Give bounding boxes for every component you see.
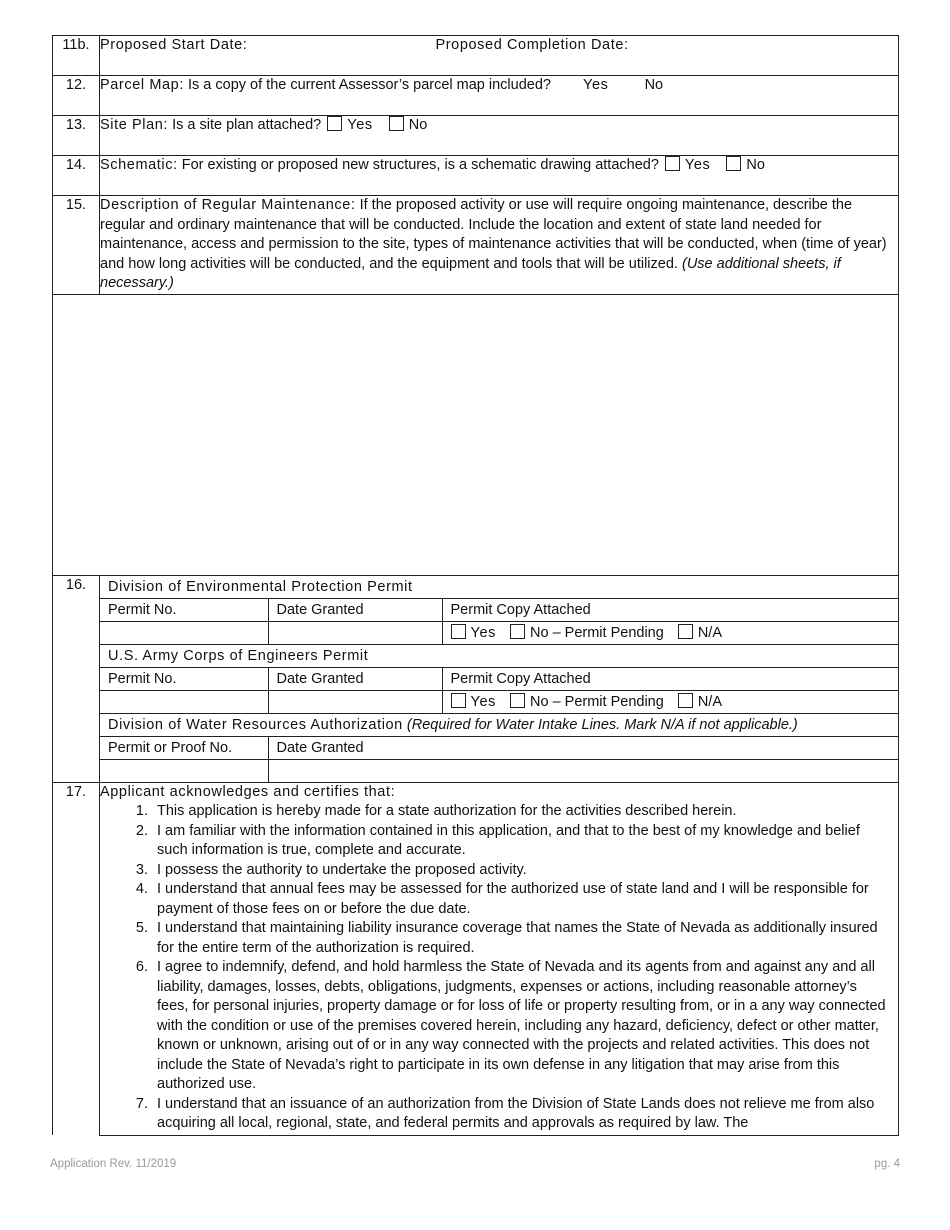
certification-item	[130, 958, 890, 1095]
certification-item-text: I understand that annual fees may be assessed for the authorized use of state land and I will be responsible for payment of those fees on or before the due date.	[157, 881, 869, 917]
row-12	[53, 76, 899, 116]
page-number: pg. 4	[874, 1158, 900, 1170]
permits-table	[100, 576, 898, 782]
site-plan-question: Is a site plan attached?	[172, 117, 322, 133]
certification-item	[130, 822, 890, 861]
certification-list	[100, 802, 898, 1134]
ndep-date-granted-input[interactable]	[268, 621, 442, 644]
schematic-yes-label: Yes	[684, 157, 711, 173]
row-15	[53, 196, 899, 295]
ndep-pending-checkbox[interactable]	[510, 624, 525, 639]
schematic-no-checkbox[interactable]	[726, 156, 741, 171]
site-plan-label: Site Plan:	[100, 117, 169, 133]
row-17	[53, 782, 899, 1135]
usace-yes-label: Yes	[470, 693, 496, 710]
row-number: 12.	[53, 76, 100, 116]
certification-item-number: 3.	[135, 861, 148, 878]
certification-item-text: I am familiar with the information contained in this application, and that to the best of my knowledge and belief such information is true, complete and accurate.	[157, 822, 860, 858]
row-11b	[53, 36, 899, 76]
certification-item	[130, 802, 890, 822]
certification-item-text: I possess the authority to undertake the proposed activity.	[157, 861, 527, 878]
proposed-start-date-label: Proposed Start Date:	[100, 37, 248, 53]
ndep-permit-heading: Division of Environmental Protection Permit	[108, 578, 413, 595]
row-number: 17.	[53, 782, 100, 1135]
certification-item	[130, 919, 890, 958]
parcel-map-question: Is a copy of the current Assessor’s parcel map included?	[188, 77, 551, 93]
row-number: 16.	[53, 575, 100, 782]
revision-footer: Application Rev. 11/2019	[50, 1158, 177, 1170]
ndep-pending-label: No – Permit Pending	[530, 624, 664, 641]
ndep-permit-no-input[interactable]	[100, 621, 268, 644]
proposed-completion-date-label: Proposed Completion Date:	[435, 37, 629, 53]
maintenance-description-note: (Use additional sheets, if necessary.)	[100, 255, 841, 291]
maintenance-description-input-area[interactable]	[53, 294, 899, 575]
certification-item	[130, 1095, 890, 1134]
dwr-authorization-heading-cell	[100, 713, 898, 736]
certification-item	[130, 861, 890, 881]
ndep-permit-no-header: Permit No.	[100, 598, 268, 621]
row-16	[53, 575, 899, 782]
schematic-question: For existing or proposed new structures, is a schematic drawing attached?	[181, 157, 659, 173]
certification-heading: Applicant acknowledges and certifies that:	[100, 783, 396, 800]
row-number: 14.	[53, 156, 100, 196]
row-14	[53, 156, 899, 196]
ndep-date-granted-header: Date Granted	[268, 598, 442, 621]
ndep-na-checkbox[interactable]	[678, 624, 693, 639]
row-number: 15.	[53, 196, 100, 295]
ndep-yes-checkbox[interactable]	[451, 624, 466, 639]
certification-item-text: I understand that an issuance of an authorization from the Division of State Lands does not relieve me from also acquiring all local, regional, state, and federal permits and approvals as required by law. The	[157, 1095, 875, 1131]
application-form-page	[52, 35, 899, 1136]
usace-pending-checkbox[interactable]	[510, 693, 525, 708]
dwr-date-granted-header: Date Granted	[268, 736, 898, 759]
site-plan-no-label: No	[408, 117, 428, 133]
certification-item-number: 7.	[135, 1095, 148, 1112]
certification-item	[130, 880, 890, 919]
certification-item-number: 1.	[135, 803, 148, 819]
row-number: 11b.	[53, 36, 100, 76]
usace-permit-no-input[interactable]	[100, 690, 268, 713]
usace-permit-heading: U.S. Army Corps of Engineers Permit	[100, 644, 898, 667]
usace-date-granted-input[interactable]	[268, 690, 442, 713]
dwr-authorization-note: (Required for Water Intake Lines. Mark N/A if not applicable.)	[406, 716, 798, 733]
certification-item-text: This application is hereby made for a state authorization for the activities described herein.	[157, 803, 737, 819]
dwr-permit-no-input[interactable]	[100, 759, 268, 782]
schematic-label: Schematic:	[100, 157, 178, 173]
usace-date-granted-header: Date Granted	[268, 667, 442, 690]
certification-item-number: 4.	[135, 881, 148, 897]
certification-item-number: 5.	[135, 920, 148, 936]
usace-pending-label: No – Permit Pending	[530, 693, 664, 710]
dwr-date-granted-input[interactable]	[268, 759, 898, 782]
usace-copy-attached-header: Permit Copy Attached	[442, 667, 898, 690]
ndep-yes-label: Yes	[470, 624, 496, 641]
usace-na-label: N/A	[697, 693, 722, 710]
maintenance-description-instructions: If the proposed activity or use will require ongoing maintenance, describe the regular and ordinary maintenance that will be conducted. Include the location and extent of state land needed for maintenance, access and permission to the site, types of maintenance activities that will be conducted, when (time of year) and how long activities will be conducted, and the equipment and tools that will be utilized.	[100, 197, 887, 272]
schematic-yes-checkbox[interactable]	[665, 156, 680, 171]
certification-item-number: 2.	[135, 822, 148, 839]
dwr-permit-no-header: Permit or Proof No.	[100, 736, 268, 759]
certification-item-text: I agree to indemnify, defend, and hold harmless the State of Nevada and its agents from and against any and all liability, damages, losses, debts, obligations, judgments, expenses or actions, including reasonable attorney’s fees, for personal injuries, property damage or for loss of life or property resulting from, or in a any way connected with the condition or use of the premises covered herein, including any hazard, deficiency, defect or other matter, known or unknown, arising out of or in any way connected with the projects and related activities. This does not include the State of Nevada’s right to participate in its own defense in any litigation that may arise from this authorized use.	[157, 959, 886, 1092]
schematic-no-label: No	[746, 157, 765, 173]
certification-item-number: 6.	[135, 959, 148, 975]
site-plan-yes-checkbox[interactable]	[327, 116, 342, 131]
site-plan-yes-label: Yes	[347, 117, 373, 133]
row-15-answer	[53, 294, 899, 575]
parcel-map-label: Parcel Map:	[100, 77, 184, 93]
ndep-copy-attached-header: Permit Copy Attached	[442, 598, 898, 621]
ndep-na-label: N/A	[697, 624, 722, 641]
usace-permit-no-header: Permit No.	[100, 667, 268, 690]
parcel-map-yes[interactable]: Yes	[583, 77, 609, 93]
row-13	[53, 116, 899, 156]
row-number: 13.	[53, 116, 100, 156]
maintenance-description-label: Description of Regular Maintenance:	[100, 197, 356, 213]
dwr-authorization-heading: Division of Water Resources Authorization	[108, 716, 403, 733]
site-plan-no-checkbox[interactable]	[389, 116, 404, 131]
usace-na-checkbox[interactable]	[678, 693, 693, 708]
parcel-map-no[interactable]: No	[644, 77, 664, 93]
usace-yes-checkbox[interactable]	[451, 693, 466, 708]
application-form-table	[52, 35, 899, 1136]
certification-item-text: I understand that maintaining liability insurance coverage that names the State of Nevada as additionally insured for the entire term of the authorization is required.	[157, 920, 878, 956]
